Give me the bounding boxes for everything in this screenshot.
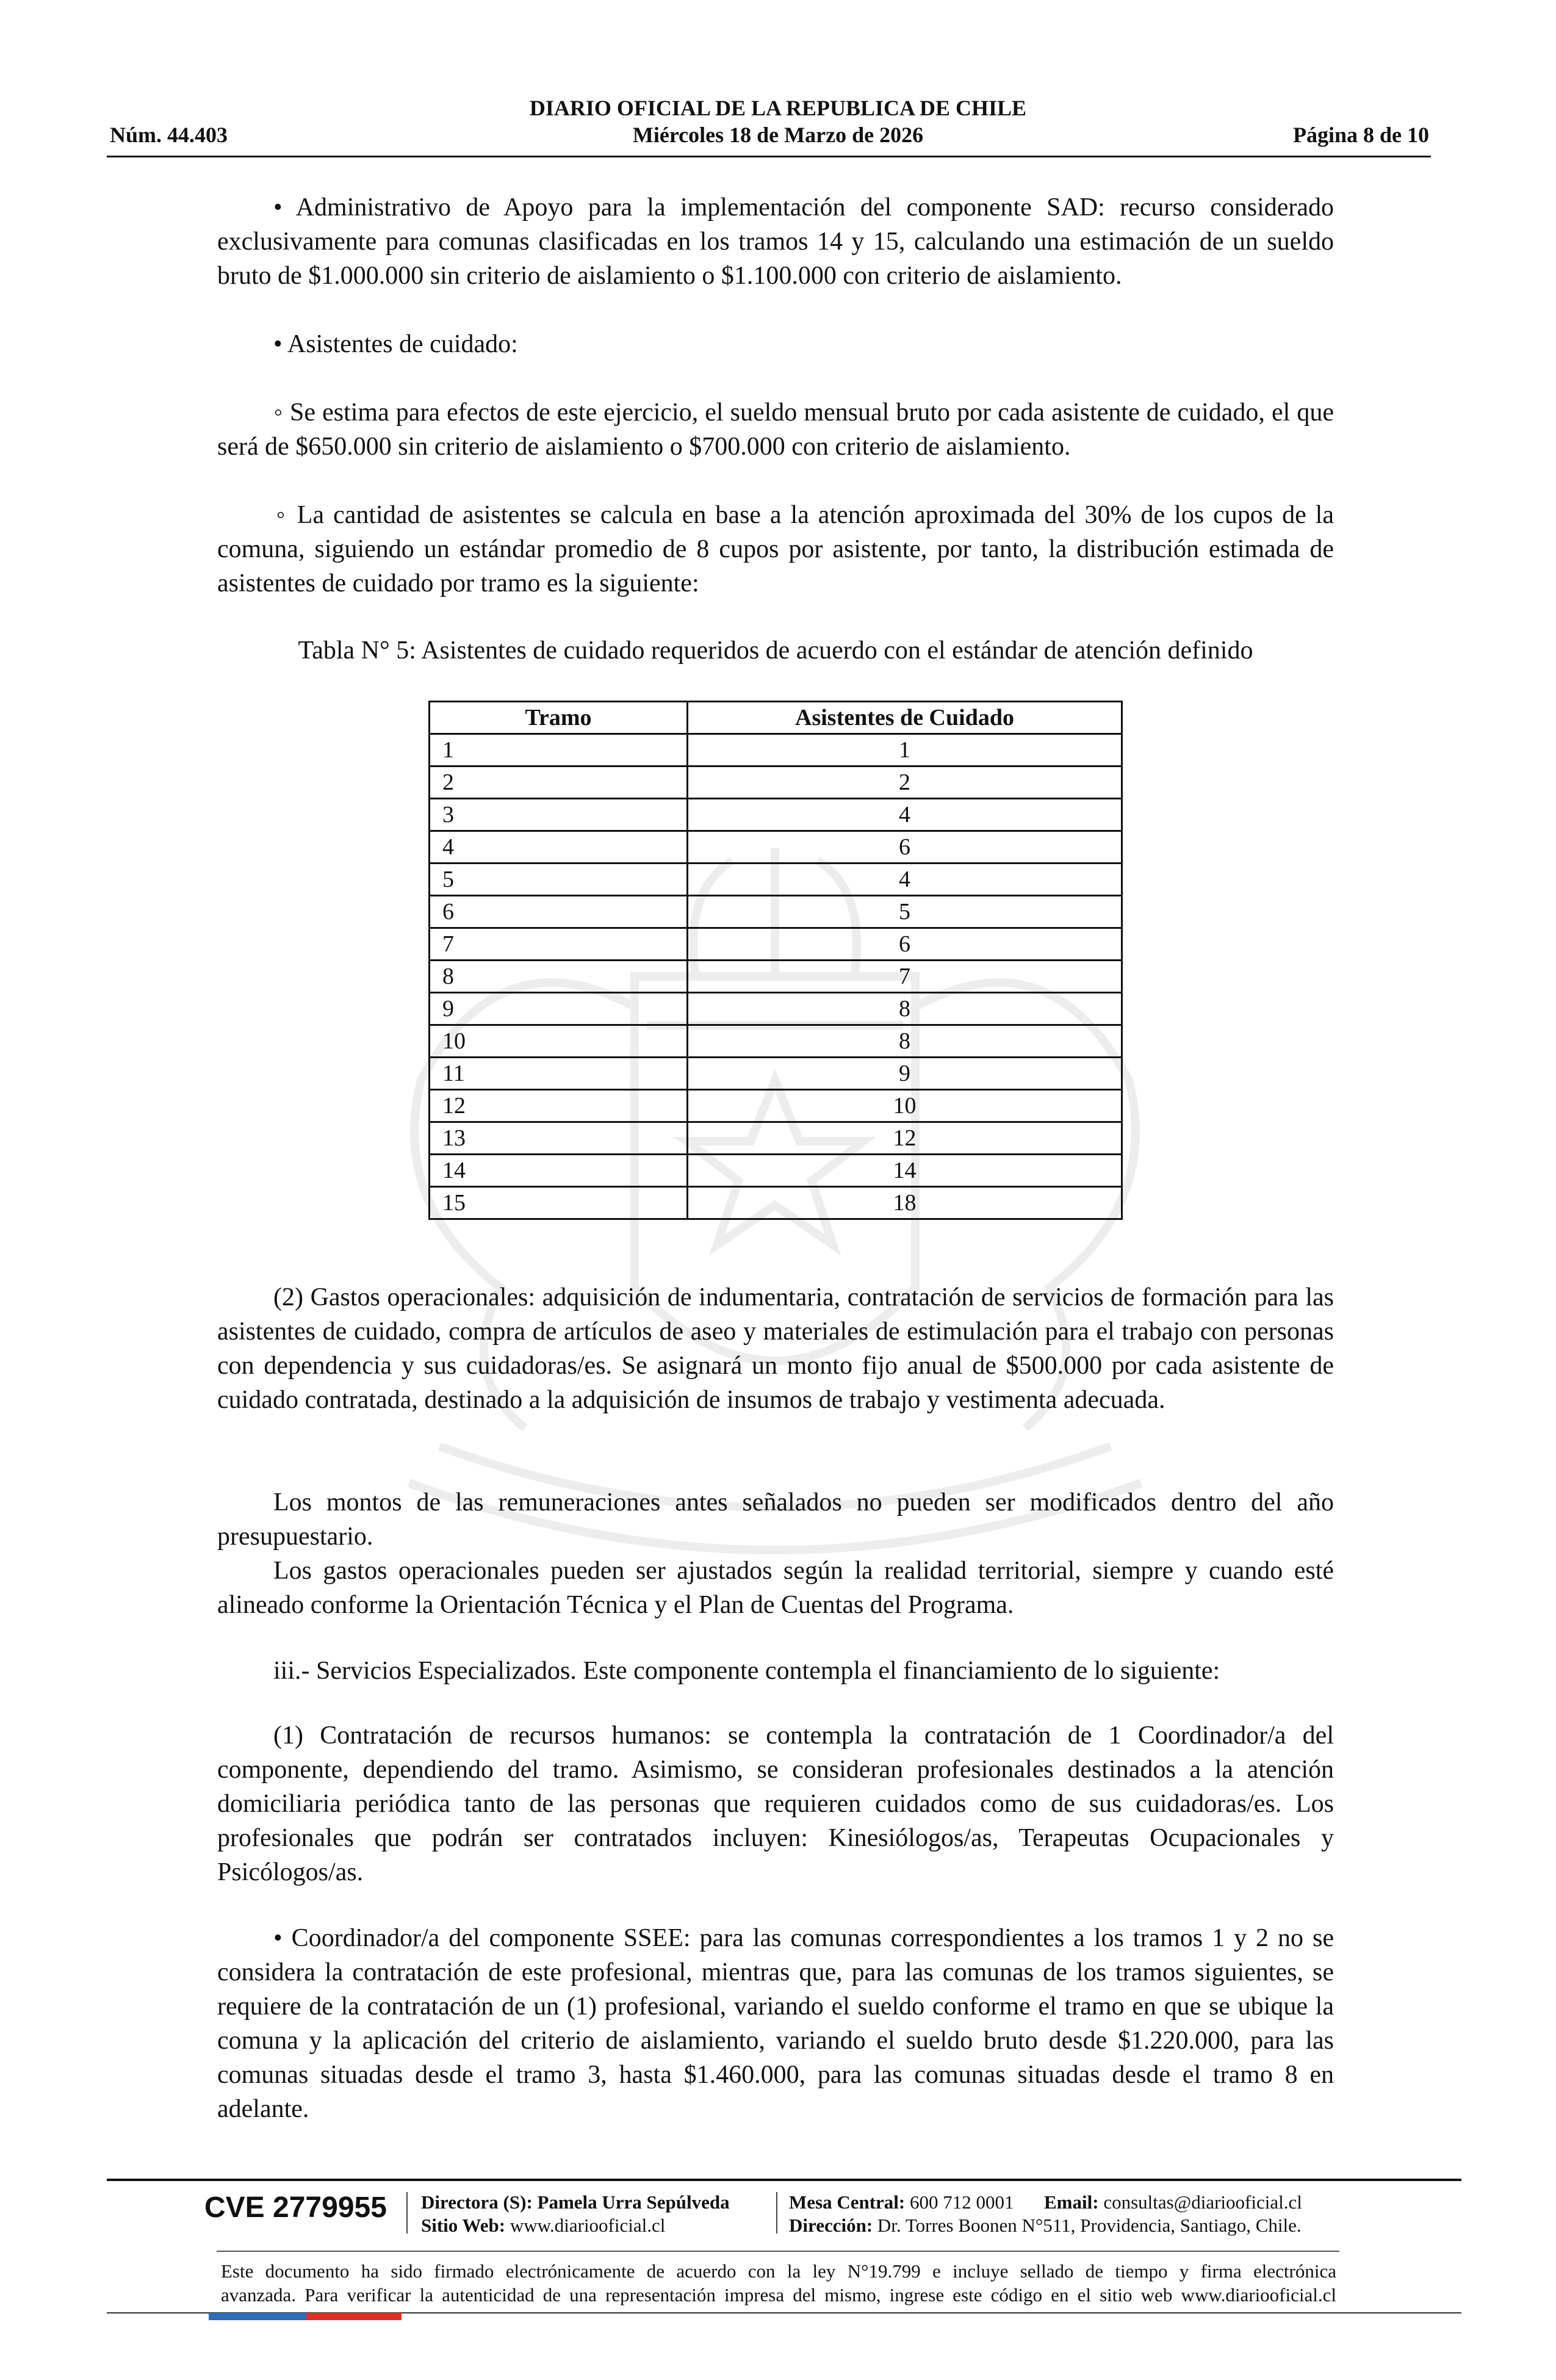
director-name: Pamela Urra Sepúlveda: [537, 2191, 730, 2213]
tramo-cell: 8: [430, 961, 688, 993]
paragraph-admin-support: • Administrativo de Apoyo para la implementación del componente SAD: recurso considerado exclusivamente para comunas clasificadas en los tramos 14 y 15, calculando una estimación de un sueldo bruto de $1.000.000 sin criterio de aislamiento o $1.100.000 con criterio de aislamiento.: [217, 193, 1334, 290]
tramo-cell: 4: [430, 831, 688, 864]
asistentes-cell: 7: [688, 961, 1122, 993]
page-indicator: Página 8 de 10: [1292, 123, 1429, 147]
table-row: [430, 1122, 1122, 1155]
care-assistants-table: [428, 701, 1123, 1220]
email-label: Email:: [1044, 2191, 1099, 2213]
paragraph-care-assistant-salary: ◦ Se estima para efectos de este ejercicio, el sueldo mensual bruto por cada asistente de cuidado, el que será de $650.000 sin criterio de aislamiento o $700.000 con criterio de aislamiento.: [217, 398, 1334, 461]
header-divider: [107, 156, 1431, 157]
table-row: [430, 1025, 1122, 1058]
tramo-cell: 9: [430, 993, 688, 1025]
tramo-cell: 15: [430, 1187, 688, 1219]
paragraph-care-assistant-count: ◦ La cantidad de asistentes se calcula en base a la atención aproximada del 30% de los cupos de la comuna, siguiendo un estándar promedio de 8 cupos por asistente, por tanto, la distribución estimada de asistentes de cuidado por tramo es la siguiente:: [217, 501, 1334, 597]
tramo-cell: 5: [430, 864, 688, 896]
tramo-cell: 12: [430, 1090, 688, 1122]
asistentes-cell: 9: [688, 1058, 1122, 1090]
table-row: [430, 766, 1122, 799]
cve-code: CVE 2779955: [204, 2191, 387, 2224]
asistentes-cell: 1: [688, 734, 1122, 766]
address-label: Dirección:: [789, 2215, 873, 2236]
column-header-asistentes: Asistentes de Cuidado: [688, 702, 1122, 734]
paragraph-expenses-adjustment: Los gastos operacionales pueden ser ajustados según la realidad territorial, siempre y cuando esté alineado conforme la Orientación Técnica y el Plan de Cuentas del Programa.: [217, 1557, 1334, 1619]
issue-number: Núm. 44.403: [110, 123, 228, 147]
email-link[interactable]: consultas@diariooficial.cl: [1103, 2191, 1302, 2213]
asistentes-cell: 8: [688, 1025, 1122, 1058]
asistentes-cell: 2: [688, 766, 1122, 799]
asistentes-cell: 6: [688, 831, 1122, 864]
table-row: [430, 734, 1122, 766]
table-row: [430, 1058, 1122, 1090]
tramo-cell: 2: [430, 766, 688, 799]
asistentes-cell: 6: [688, 928, 1122, 961]
flag-stripe-red: [306, 2313, 402, 2320]
footer-separator: [776, 2192, 777, 2234]
publication-title: DIARIO OFICIAL DE LA REPUBLICA DE CHILE: [529, 96, 1027, 120]
table-row: [430, 1090, 1122, 1122]
site-link[interactable]: www.diariooficial.cl: [510, 2215, 666, 2236]
tramo-cell: 13: [430, 1122, 688, 1155]
legal-line-2: avanzada. Para verificar la autenticidad de una representación impresa del mismo, ingrese este código en el sitio web www.diariooficial.cl: [221, 2284, 1336, 2306]
paragraph-remuneration-note: Los montos de las remuneraciones antes señalados no pueden ser modificados dentro del año presupuestario.: [217, 1488, 1334, 1551]
asistentes-cell: 12: [688, 1122, 1122, 1155]
site-label: Sitio Web:: [421, 2215, 506, 2236]
paragraph-ssee-coordinator: • Coordinador/a del componente SSEE: para las comunas correspondientes a los tramos 1 y 2 no se considera la contratación de este profesional, mientras que, para las comunas de los tramos siguientes, se requiere de la contratación de un (1) profesional, variando el sueldo conforme el tramo en que se ubique la comuna y la aplicación del criterio de aislamiento, variando el sueldo bruto desde $1.220.000, para las comunas situadas desde el tramo 3, hasta $1.460.000, para las comunas situadas desde el tramo 8 en adelante.: [217, 1924, 1334, 2123]
asistentes-cell: 10: [688, 1090, 1122, 1122]
tramo-cell: 10: [430, 1025, 688, 1058]
table-row: [430, 1155, 1122, 1187]
column-header-tramo: Tramo: [430, 702, 688, 734]
table-row: [430, 961, 1122, 993]
table-row: [430, 896, 1122, 928]
table-row: [430, 928, 1122, 961]
asistentes-cell: 4: [688, 864, 1122, 896]
asistentes-cell: 8: [688, 993, 1122, 1025]
paragraph-operational-expenses: (2) Gastos operacionales: adquisición de indumentaria, contratación de servicios de formación para las asistentes de cuidado, compra de artículos de aseo y materiales de estimulación para el trabajo con personas con dependencia y sus cuidadoras/es. Se asignará un monto fijo anual de $500.000 por cada asistente de cuidado contratada, destinado a la adquisición de insumos de trabajo y vestimenta adecuada.: [217, 1283, 1334, 1414]
legal-notice: [221, 2259, 1336, 2307]
tramo-cell: 7: [430, 928, 688, 961]
tramo-cell: 14: [430, 1155, 688, 1187]
flag-stripe-blue: [209, 2313, 306, 2320]
asistentes-cell: 4: [688, 799, 1122, 831]
publication-date: Miércoles 18 de Marzo de 2026: [632, 123, 924, 147]
tramo-cell: 11: [430, 1058, 688, 1090]
table-row: [430, 1187, 1122, 1219]
table-row: [430, 864, 1122, 896]
legal-line-1: Este documento ha sido firmado electrónicamente de acuerdo con la ley N°19.799 e incluye sellado de tiempo y firma electrónica: [221, 2260, 1336, 2282]
asistentes-cell: 18: [688, 1187, 1122, 1219]
table-header-row: [430, 702, 1122, 734]
tramo-cell: 3: [430, 799, 688, 831]
table-row: [430, 799, 1122, 831]
footer-contact-block: [789, 2191, 1302, 2237]
table-row: [430, 993, 1122, 1025]
paragraph-specialized-services: iii.- Servicios Especializados. Este componente contempla el financiamiento de lo siguiente:: [273, 1657, 1220, 1685]
phone-value: 600 712 0001: [910, 2191, 1014, 2213]
footer-director-block: [421, 2191, 730, 2237]
asistentes-cell: 14: [688, 1155, 1122, 1187]
tramo-cell: 6: [430, 896, 688, 928]
tramo-cell: 1: [430, 734, 688, 766]
footer-separator: [406, 2192, 408, 2234]
asistentes-cell: 5: [688, 896, 1122, 928]
address-value: Dr. Torres Boonen N°511, Providencia, Santiago, Chile.: [877, 2215, 1302, 2236]
footer-inner-divider: [217, 2251, 1339, 2252]
paragraph-hr-hiring: (1) Contratación de recursos humanos: se contempla la contratación de 1 Coordinador/a del componente, dependiendo del tramo. Asimismo, se consideran profesionales destinados a la atención domiciliaria periódica tanto de las personas que requieren cuidados como de sus cuidadoras/es. Los profesionales que podrán ser contratados incluyen: Kinesiólogos/as, Terapeutas Ocupacionales y Psicólogos/as.: [217, 1722, 1334, 1886]
table-row: [430, 831, 1122, 864]
phone-label: Mesa Central:: [789, 2191, 906, 2213]
table-caption: Tabla N° 5: Asistentes de cuidado requeridos de acuerdo con el estándar de atención definido: [298, 636, 1253, 665]
director-label: Directora (S):: [421, 2191, 533, 2213]
paragraph-care-assistants-heading: • Asistentes de cuidado:: [273, 330, 518, 358]
footer-divider: [107, 2179, 1461, 2181]
